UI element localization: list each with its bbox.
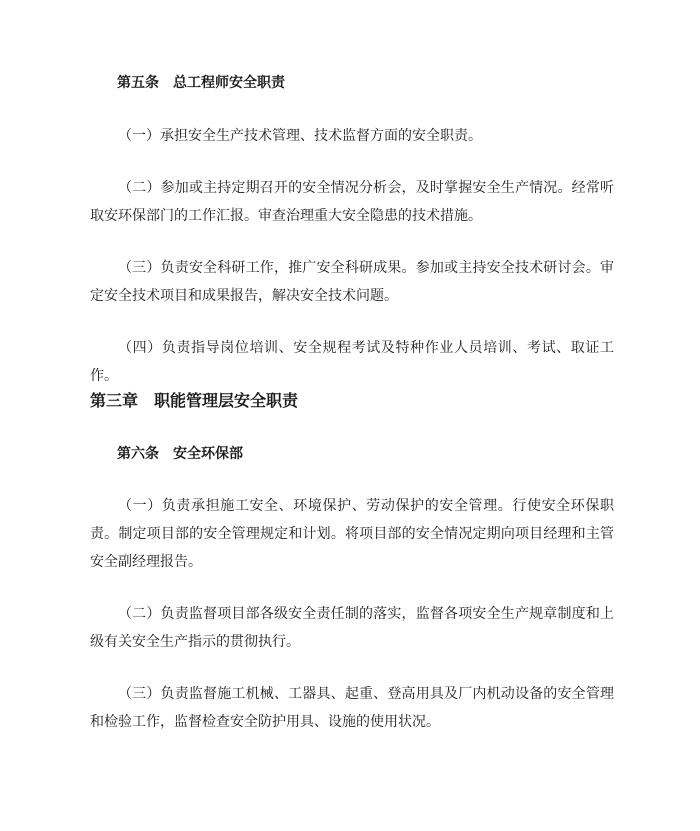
article-5-heading: 第五条 总工程师安全职责	[117, 75, 285, 91]
article-5-item-3: （三）负责安全科研工作，推广安全科研成果。参加或主持安全技术研讨会。审定安全技术项目和成果报告，解决安全技术问题。	[90, 260, 614, 304]
article-5-item-4: （四）负责指导岗位培训、安全规程考试及特种作业人员培训、考试、取证工作。	[90, 340, 614, 384]
article-6-heading: 第六条 安全环保部	[117, 446, 243, 462]
article-6-item-3: （三）负责监督施工机械、工器具、起重、登高用具及厂内机动设备的安全管理和检验工作，监督检查安全防护用具、设施的使用状况。	[90, 686, 614, 730]
article-5-item-2: （二）参加或主持定期召开的安全情况分析会，及时掌握安全生产情况。经常听取安环保部门的工作汇报。审查治理重大安全隐患的技术措施。	[90, 180, 614, 224]
article-5-item-1: （一）承担安全生产技术管理、技术监督方面的安全职责。	[118, 128, 482, 144]
chapter-3-heading: 第三章 职能管理层安全职责	[90, 391, 299, 410]
article-6-item-1: （一）负责承担施工安全、环境保护、劳动保护的安全管理。行使安全环保职责。制定项目部的安全管理规定和计划。将项目部的安全情况定期向项目经理和主管安全副经理报告。	[90, 498, 614, 570]
article-6-item-2: （二）负责监督项目部各级安全责任制的落实，监督各项安全生产规章制度和上级有关安全生产指示的贯彻执行。	[90, 606, 614, 650]
